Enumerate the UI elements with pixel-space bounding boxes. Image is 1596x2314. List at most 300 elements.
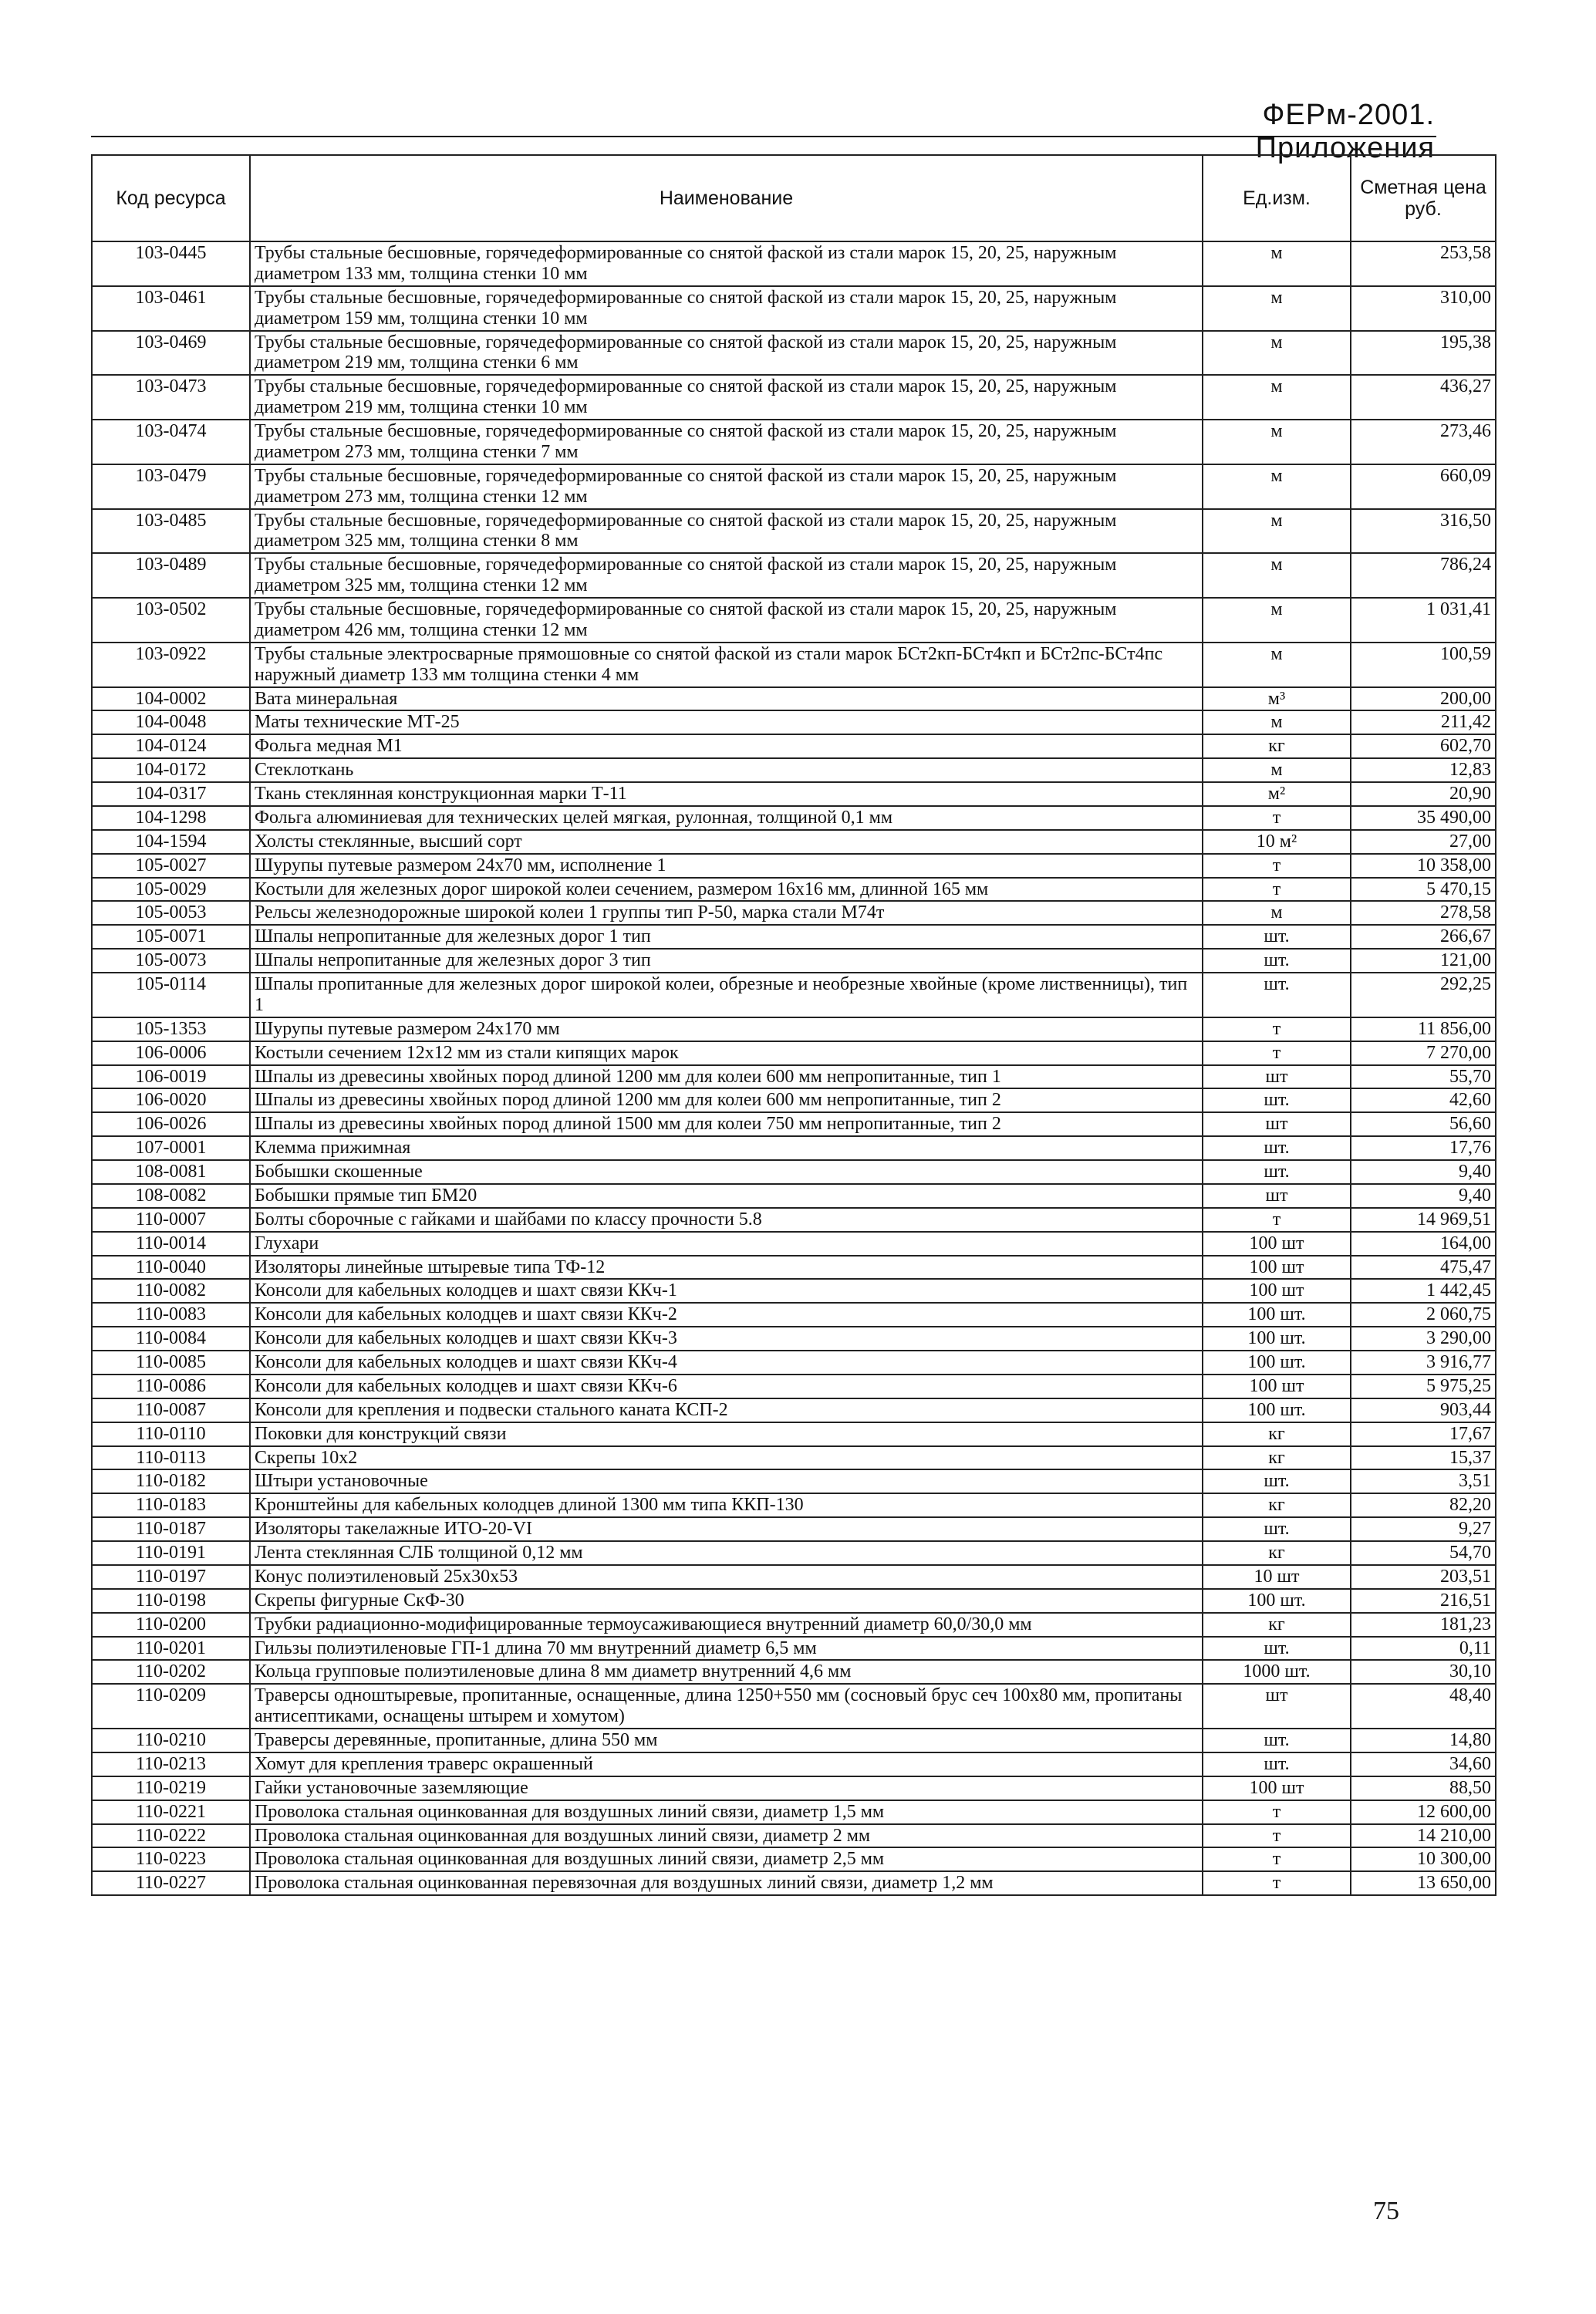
cell-unit: м [1203,598,1351,643]
cell-code: 107-0001 [92,1136,250,1160]
cell-price: 273,46 [1351,420,1496,464]
cell-unit: шт. [1203,925,1351,949]
table-row [92,1208,1496,1232]
cell-code: 110-0198 [92,1589,250,1613]
cell-code: 110-0182 [92,1469,250,1493]
cell-price: 14 969,51 [1351,1208,1496,1232]
table-row [92,241,1496,286]
cell-name: Трубы стальные бесшовные, горячедеформированные со снятой фаской из стали марок 15, 20, 25, наружным диаметром 273 мм, толщина стенки 12 мм [250,464,1203,509]
cell-price: 14 210,00 [1351,1824,1496,1848]
cell-code: 110-0210 [92,1729,250,1752]
table-row [92,1684,1496,1729]
cell-code: 105-1353 [92,1017,250,1041]
cell-code: 110-0007 [92,1208,250,1232]
table-row [92,710,1496,734]
table-row [92,1041,1496,1065]
cell-price: 34,60 [1351,1752,1496,1776]
table-row [92,973,1496,1017]
cell-code: 104-1594 [92,830,250,854]
cell-price: 11 856,00 [1351,1017,1496,1041]
table-row [92,1303,1496,1327]
cell-unit: шт. [1203,1729,1351,1752]
cell-unit: 100 шт [1203,1776,1351,1800]
cell-price: 602,70 [1351,734,1496,758]
cell-price: 56,60 [1351,1112,1496,1136]
cell-price: 278,58 [1351,901,1496,925]
cell-code: 106-0020 [92,1088,250,1112]
resource-price-table [91,154,1496,1896]
cell-price: 35 490,00 [1351,806,1496,830]
table-row [92,1065,1496,1089]
cell-unit: м [1203,901,1351,925]
table-row [92,854,1496,878]
cell-code: 104-0124 [92,734,250,758]
table-row [92,830,1496,854]
table-row [92,1017,1496,1041]
cell-unit: т [1203,1871,1351,1895]
header-rule [91,136,1436,137]
cell-price: 15,37 [1351,1446,1496,1470]
cell-price: 3,51 [1351,1469,1496,1493]
table-row [92,758,1496,782]
cell-code: 103-0485 [92,509,250,554]
cell-code: 104-0172 [92,758,250,782]
cell-unit: м² [1203,782,1351,806]
cell-name: Фольга медная М1 [250,734,1203,758]
table-row [92,331,1496,376]
cell-price: 82,20 [1351,1493,1496,1517]
table-row [92,1541,1496,1565]
table-row [92,1398,1496,1422]
cell-code: 110-0213 [92,1752,250,1776]
cell-name: Штыри установочные [250,1469,1203,1493]
table-row [92,1729,1496,1752]
cell-unit: шт. [1203,1752,1351,1776]
cell-price: 27,00 [1351,830,1496,854]
cell-unit: м³ [1203,687,1351,711]
cell-name: Шпалы из древесины хвойных пород длиной 1200 мм для колеи 600 мм непропитанные, тип 1 [250,1065,1203,1089]
cell-unit: м [1203,509,1351,554]
cell-code: 105-0027 [92,854,250,878]
cell-unit: шт [1203,1112,1351,1136]
table-row [92,734,1496,758]
cell-name: Кольца групповые полиэтиленовые длина 8 мм диаметр внутренний 4,6 мм [250,1660,1203,1684]
page-number: 75 [1373,2197,1399,2225]
cell-code: 110-0219 [92,1776,250,1800]
cell-price: 0,11 [1351,1637,1496,1661]
cell-unit: м [1203,241,1351,286]
cell-unit: м [1203,643,1351,687]
table-row [92,1776,1496,1800]
cell-price: 55,70 [1351,1065,1496,1089]
cell-code: 110-0201 [92,1637,250,1661]
cell-unit: м [1203,375,1351,420]
cell-price: 17,76 [1351,1136,1496,1160]
table-row [92,1446,1496,1470]
cell-unit: 1000 шт. [1203,1660,1351,1684]
table-row [92,598,1496,643]
cell-name: Шурупы путевые размером 24х170 мм [250,1017,1203,1041]
cell-code: 106-0026 [92,1112,250,1136]
cell-price: 200,00 [1351,687,1496,711]
cell-price: 164,00 [1351,1232,1496,1256]
cell-name: Холсты стеклянные, высший сорт [250,830,1203,854]
cell-name: Трубы стальные бесшовные, горячедеформированные со снятой фаской из стали марок 15, 20, 25, наружным диаметром 426 мм, толщина стенки 12 мм [250,598,1203,643]
table-row [92,1088,1496,1112]
cell-unit: шт [1203,1065,1351,1089]
cell-code: 110-0187 [92,1517,250,1541]
cell-price: 10 358,00 [1351,854,1496,878]
table-row [92,375,1496,420]
table-row [92,1136,1496,1160]
cell-name: Проволока стальная оцинкованная для воздушных линий связи, диаметр 2,5 мм [250,1847,1203,1871]
cell-price: 903,44 [1351,1398,1496,1422]
cell-code: 103-0474 [92,420,250,464]
cell-name: Трубки радиационно-модифицированные термоусаживающиеся внутренний диаметр 60,0/30,0 мм [250,1613,1203,1637]
cell-unit: шт. [1203,973,1351,1017]
cell-price: 20,90 [1351,782,1496,806]
cell-price: 54,70 [1351,1541,1496,1565]
cell-name: Кронштейны для кабельных колодцев длиной 1300 мм типа ККП-130 [250,1493,1203,1517]
cell-name: Скрепы фигурные СкФ-30 [250,1589,1203,1613]
cell-price: 181,23 [1351,1613,1496,1637]
table-row [92,949,1496,973]
cell-code: 110-0202 [92,1660,250,1684]
cell-name: Шпалы непропитанные для железных дорог 1 тип [250,925,1203,949]
cell-name: Проволока стальная оцинкованная для воздушных линий связи, диаметр 1,5 мм [250,1800,1203,1824]
cell-price: 203,51 [1351,1565,1496,1589]
cell-name: Хомут для крепления траверс окрашенный [250,1752,1203,1776]
cell-price: 3 290,00 [1351,1327,1496,1351]
cell-unit: м [1203,553,1351,598]
column-header-name: Наименование [250,155,1203,241]
cell-code: 110-0110 [92,1422,250,1446]
cell-unit: т [1203,1847,1351,1871]
table-row [92,1160,1496,1184]
cell-name: Шпалы непропитанные для железных дорог 3 тип [250,949,1203,973]
cell-unit: кг [1203,1493,1351,1517]
table-row [92,1422,1496,1446]
cell-price: 195,38 [1351,331,1496,376]
cell-unit: шт. [1203,1469,1351,1493]
cell-unit: 100 шт [1203,1375,1351,1398]
cell-price: 316,50 [1351,509,1496,554]
cell-name: Вата минеральная [250,687,1203,711]
table-row [92,901,1496,925]
cell-unit: шт. [1203,1637,1351,1661]
cell-unit: шт. [1203,1088,1351,1112]
cell-unit: т [1203,1800,1351,1824]
table-row [92,1351,1496,1375]
cell-unit: т [1203,1017,1351,1041]
cell-code: 103-0445 [92,241,250,286]
cell-code: 110-0083 [92,1303,250,1327]
running-title: ФЕРм-2001. Приложения [1255,99,1435,164]
cell-code: 104-0317 [92,782,250,806]
cell-unit: т [1203,878,1351,902]
cell-price: 42,60 [1351,1088,1496,1112]
table-row [92,1824,1496,1848]
cell-price: 266,67 [1351,925,1496,949]
cell-code: 105-0071 [92,925,250,949]
cell-name: Костыли сечением 12х12 мм из стали кипящих марок [250,1041,1203,1065]
cell-unit: 100 шт. [1203,1327,1351,1351]
cell-unit: 100 шт [1203,1232,1351,1256]
cell-name: Бобышки скошенные [250,1160,1203,1184]
cell-name: Изоляторы линейные штыревые типа ТФ-12 [250,1256,1203,1280]
cell-price: 9,40 [1351,1160,1496,1184]
cell-price: 7 270,00 [1351,1041,1496,1065]
cell-code: 110-0085 [92,1351,250,1375]
cell-code: 110-0223 [92,1847,250,1871]
cell-code: 105-0029 [92,878,250,902]
cell-unit: т [1203,854,1351,878]
table-row [92,1327,1496,1351]
cell-unit: т [1203,1208,1351,1232]
cell-name: Консоли для кабельных колодцев и шахт связи ККч-2 [250,1303,1203,1327]
cell-unit: м [1203,464,1351,509]
cell-name: Консоли для крепления и подвески стального каната КСП-2 [250,1398,1203,1422]
column-header-unit: Ед.изм. [1203,155,1351,241]
cell-unit: кг [1203,734,1351,758]
cell-name: Шпалы из древесины хвойных пород длиной 1500 мм для колеи 750 мм непропитанные, тип 2 [250,1112,1203,1136]
cell-name: Поковки для конструкций связи [250,1422,1203,1446]
cell-price: 10 300,00 [1351,1847,1496,1871]
table-row [92,1565,1496,1589]
cell-unit: кг [1203,1541,1351,1565]
cell-price: 12,83 [1351,758,1496,782]
cell-code: 104-1298 [92,806,250,830]
cell-price: 292,25 [1351,973,1496,1017]
table-row [92,1469,1496,1493]
cell-price: 14,80 [1351,1729,1496,1752]
cell-name: Клемма прижимная [250,1136,1203,1160]
cell-unit: шт. [1203,949,1351,973]
cell-code: 110-0040 [92,1256,250,1280]
cell-name: Трубы стальные бесшовные, горячедеформированные со снятой фаской из стали марок 15, 20, 25, наружным диаметром 159 мм, толщина стенки 10 мм [250,286,1203,331]
cell-code: 110-0209 [92,1684,250,1729]
cell-code: 110-0227 [92,1871,250,1895]
cell-code: 110-0197 [92,1565,250,1589]
cell-code: 106-0006 [92,1041,250,1065]
cell-name: Трубы стальные бесшовные, горячедеформированные со снятой фаской из стали марок 15, 20, 25, наружным диаметром 219 мм, толщина стенки 6 мм [250,331,1203,376]
cell-name: Трубы стальные бесшовные, горячедеформированные со снятой фаской из стали марок 15, 20, 25, наружным диаметром 325 мм, толщина стенки 8 мм [250,509,1203,554]
table-row [92,1800,1496,1824]
cell-price: 211,42 [1351,710,1496,734]
table-row [92,1871,1496,1895]
cell-name: Трубы стальные бесшовные, горячедеформированные со снятой фаской из стали марок 15, 20, 25, наружным диаметром 273 мм, толщина стенки 7 мм [250,420,1203,464]
cell-unit: 100 шт. [1203,1589,1351,1613]
table-header-row [92,155,1496,241]
cell-price: 100,59 [1351,643,1496,687]
cell-name: Шпалы пропитанные для железных дорог широкой колеи, обрезные и необрезные хвойные (кроме лиственницы), тип 1 [250,973,1203,1017]
column-header-price: Сметная цена руб. [1351,155,1496,241]
cell-code: 103-0469 [92,331,250,376]
cell-code: 103-0479 [92,464,250,509]
cell-price: 9,27 [1351,1517,1496,1541]
table-row [92,1517,1496,1541]
cell-unit: м [1203,331,1351,376]
cell-unit: 100 шт [1203,1256,1351,1280]
cell-name: Шурупы путевые размером 24х70 мм, исполнение 1 [250,854,1203,878]
table-row [92,464,1496,509]
cell-price: 436,27 [1351,375,1496,420]
cell-price: 88,50 [1351,1776,1496,1800]
table-row [92,1256,1496,1280]
cell-unit: м [1203,758,1351,782]
cell-name: Трубы стальные бесшовные, горячедеформированные со снятой фаской из стали марок 15, 20, 25, наружным диаметром 219 мм, толщина стенки 10 мм [250,375,1203,420]
cell-price: 216,51 [1351,1589,1496,1613]
cell-name: Фольга алюминиевая для технических целей мягкая, рулонная, толщиной 0,1 мм [250,806,1203,830]
cell-code: 110-0191 [92,1541,250,1565]
cell-code: 110-0087 [92,1398,250,1422]
table-row [92,286,1496,331]
cell-name: Проволока стальная оцинкованная перевязочная для воздушных линий связи, диаметр 1,2 мм [250,1871,1203,1895]
cell-name: Бобышки прямые тип БМ20 [250,1184,1203,1208]
cell-price: 17,67 [1351,1422,1496,1446]
cell-name: Трубы стальные электросварные прямошовные со снятой фаской из стали марок БСт2кп-БСт4кп и БСт2пс-БСт4пс наружный диаметр 133 мм толщина стенки 4 мм [250,643,1203,687]
cell-unit: т [1203,806,1351,830]
cell-name: Стеклоткань [250,758,1203,782]
cell-unit: м [1203,286,1351,331]
column-header-code: Код ресурса [92,155,250,241]
cell-unit: м [1203,420,1351,464]
cell-name: Консоли для кабельных колодцев и шахт связи ККч-3 [250,1327,1203,1351]
cell-name: Консоли для кабельных колодцев и шахт связи ККч-6 [250,1375,1203,1398]
cell-price: 2 060,75 [1351,1303,1496,1327]
cell-price: 121,00 [1351,949,1496,973]
table-row [92,1112,1496,1136]
table-row [92,553,1496,598]
cell-code: 110-0084 [92,1327,250,1351]
cell-name: Ткань стеклянная конструкционная марки Т-11 [250,782,1203,806]
table-row [92,782,1496,806]
cell-code: 110-0113 [92,1446,250,1470]
table-row [92,1232,1496,1256]
cell-unit: т [1203,1824,1351,1848]
table-row [92,1589,1496,1613]
cell-name: Проволока стальная оцинкованная для воздушных линий связи, диаметр 2 мм [250,1824,1203,1848]
cell-name: Маты технические МТ-25 [250,710,1203,734]
cell-unit: 100 шт. [1203,1398,1351,1422]
cell-unit: 100 шт [1203,1279,1351,1303]
cell-price: 310,00 [1351,286,1496,331]
table-row [92,1752,1496,1776]
cell-code: 110-0221 [92,1800,250,1824]
table-row [92,1847,1496,1871]
cell-unit: шт. [1203,1517,1351,1541]
table-row [92,1279,1496,1303]
cell-code: 104-0048 [92,710,250,734]
table-body [92,241,1496,1895]
cell-price: 786,24 [1351,553,1496,598]
table-row [92,687,1496,711]
cell-code: 103-0502 [92,598,250,643]
cell-name: Трубы стальные бесшовные, горячедеформированные со снятой фаской из стали марок 15, 20, 25, наружным диаметром 133 мм, толщина стенки 10 мм [250,241,1203,286]
table-row [92,1493,1496,1517]
cell-price: 1 442,45 [1351,1279,1496,1303]
cell-code: 110-0014 [92,1232,250,1256]
cell-code: 103-0461 [92,286,250,331]
cell-price: 5 470,15 [1351,878,1496,902]
cell-unit: шт [1203,1184,1351,1208]
cell-price: 660,09 [1351,464,1496,509]
cell-price: 5 975,25 [1351,1375,1496,1398]
cell-price: 253,58 [1351,241,1496,286]
table-row [92,509,1496,554]
cell-name: Траверсы деревянные, пропитанные, длина 550 мм [250,1729,1203,1752]
cell-code: 110-0222 [92,1824,250,1848]
cell-unit: кг [1203,1446,1351,1470]
cell-name: Консоли для кабельных колодцев и шахт связи ККч-4 [250,1351,1203,1375]
table-row [92,1375,1496,1398]
cell-unit: шт. [1203,1136,1351,1160]
cell-code: 103-0489 [92,553,250,598]
table-row [92,420,1496,464]
cell-name: Трубы стальные бесшовные, горячедеформированные со снятой фаской из стали марок 15, 20, 25, наружным диаметром 325 мм, толщина стенки 12 мм [250,553,1203,598]
cell-price: 1 031,41 [1351,598,1496,643]
cell-code: 105-0073 [92,949,250,973]
cell-name: Рельсы железнодорожные широкой колеи 1 группы тип Р-50, марка стали М74т [250,901,1203,925]
cell-price: 48,40 [1351,1684,1496,1729]
table-row [92,878,1496,902]
cell-unit: 100 шт. [1203,1303,1351,1327]
cell-name: Консоли для кабельных колодцев и шахт связи ККч-1 [250,1279,1203,1303]
cell-code: 106-0019 [92,1065,250,1089]
cell-price: 475,47 [1351,1256,1496,1280]
cell-price: 13 650,00 [1351,1871,1496,1895]
cell-name: Конус полиэтиленовый 25х30х53 [250,1565,1203,1589]
cell-code: 103-0473 [92,375,250,420]
cell-price: 12 600,00 [1351,1800,1496,1824]
table-row [92,643,1496,687]
cell-code: 104-0002 [92,687,250,711]
cell-name: Изоляторы такелажные ИТО-20-VI [250,1517,1203,1541]
cell-price: 9,40 [1351,1184,1496,1208]
table-row [92,925,1496,949]
cell-name: Глухари [250,1232,1203,1256]
cell-code: 108-0081 [92,1160,250,1184]
table-row [92,1660,1496,1684]
cell-code: 110-0183 [92,1493,250,1517]
cell-name: Скрепы 10х2 [250,1446,1203,1470]
cell-code: 103-0922 [92,643,250,687]
table-row [92,1184,1496,1208]
cell-code: 105-0114 [92,973,250,1017]
cell-unit: 10 м² [1203,830,1351,854]
cell-price: 30,10 [1351,1660,1496,1684]
cell-name: Траверсы одноштыревые, пропитанные, оснащенные, длина 1250+550 мм (сосновый брус сеч 100х80 мм, пропитаны антисептиками, оснащены штырем и хомутом) [250,1684,1203,1729]
cell-name: Болты сборочные с гайками и шайбами по классу прочности 5.8 [250,1208,1203,1232]
cell-name: Гайки установочные заземляющие [250,1776,1203,1800]
table-row [92,1613,1496,1637]
cell-name: Лента стеклянная СЛБ толщиной 0,12 мм [250,1541,1203,1565]
cell-code: 110-0200 [92,1613,250,1637]
cell-unit: кг [1203,1613,1351,1637]
cell-unit: 10 шт [1203,1565,1351,1589]
cell-name: Шпалы из древесины хвойных пород длиной 1200 мм для колеи 600 мм непропитанные, тип 2 [250,1088,1203,1112]
cell-code: 105-0053 [92,901,250,925]
cell-name: Гильзы полиэтиленовые ГП-1 длина 70 мм внутренний диаметр 6,5 мм [250,1637,1203,1661]
table-row [92,806,1496,830]
cell-code: 108-0082 [92,1184,250,1208]
cell-unit: 100 шт. [1203,1351,1351,1375]
cell-unit: шт [1203,1684,1351,1729]
cell-unit: т [1203,1041,1351,1065]
cell-name: Костыли для железных дорог широкой колеи сечением, размером 16х16 мм, длинной 165 мм [250,878,1203,902]
cell-code: 110-0082 [92,1279,250,1303]
table-row [92,1637,1496,1661]
